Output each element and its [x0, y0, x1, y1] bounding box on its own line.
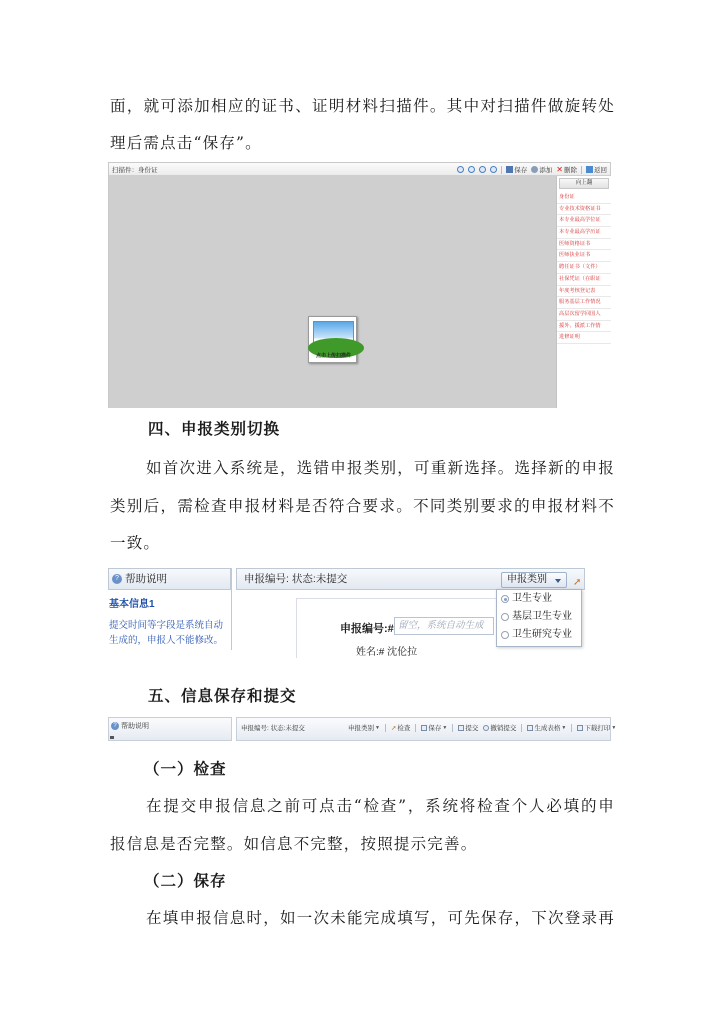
category-dropdown-button[interactable]	[501, 572, 567, 588]
name-field-label: 姓名:# 沈伦拉	[356, 647, 418, 658]
help-panel-header	[108, 568, 231, 590]
help-panel	[108, 568, 232, 650]
rotate-left-icon[interactable]	[479, 166, 486, 173]
category-option-grassroots[interactable]	[497, 608, 581, 626]
rocket-icon[interactable]: ➚	[573, 577, 582, 588]
material-item[interactable]: 社保凭证（在职证	[557, 274, 611, 286]
generate-label: 生成表格	[534, 725, 561, 732]
basic-info-link[interactable]: 基本信息1	[109, 599, 155, 610]
delete-button-label: 删除	[564, 166, 577, 174]
help-title: 帮助说明	[125, 573, 167, 585]
scan-tools	[457, 165, 607, 174]
back-arrow-icon	[586, 166, 593, 173]
withdraw-icon	[483, 725, 489, 731]
submit-button[interactable]	[458, 723, 478, 732]
category-button-label: 申报类别	[507, 574, 547, 585]
form-status: 申报编号: 状态:未提交	[244, 573, 348, 585]
download-print-button[interactable]	[577, 723, 616, 732]
material-item[interactable]: 本专业最高学历证	[557, 227, 611, 239]
toolbar-screenshot	[108, 717, 617, 741]
radio-icon	[501, 631, 509, 639]
category-option-label: 基层卫生专业	[512, 611, 572, 622]
material-item[interactable]: 医师执业证书	[557, 250, 611, 262]
chevron-down-icon: ▼	[375, 724, 380, 731]
category-dropdown-button[interactable]	[348, 723, 380, 732]
section-4-line-3: 一致。	[110, 534, 161, 552]
intro-line-2: 理后需点击“保存”。	[110, 134, 262, 152]
add-button[interactable]	[531, 165, 552, 174]
check-line-2: 报信息是否完整。如信息不完整，按照提示完善。	[110, 835, 478, 853]
withdraw-label: 撤销提交	[490, 725, 517, 732]
generate-table-button[interactable]	[527, 723, 566, 732]
floppy-icon	[506, 166, 513, 173]
delete-button[interactable]	[556, 165, 577, 174]
save-line-1: 在填申报信息时，如一次未能完成填写，可先保存，下次登录再	[146, 909, 615, 927]
chevron-down-icon: ▼	[442, 724, 448, 731]
material-item[interactable]: 援外、援派工作情	[557, 321, 611, 333]
material-item[interactable]: 聘任证书（文件）	[557, 262, 611, 274]
scan-viewer-title: 扫描件：身份证	[112, 166, 158, 174]
material-item[interactable]: 年度考核登记表	[557, 286, 611, 298]
upload-scan-button[interactable]	[308, 316, 357, 363]
material-item[interactable]: 高层次留学回国人	[557, 309, 611, 321]
delete-x-icon: ✕	[556, 165, 563, 174]
submit-label: 提交	[465, 725, 479, 732]
check-line-1: 在提交申报信息之前可点击“检查”，系统将检查个人必填的申	[146, 797, 615, 815]
back-button-label: 返回	[594, 166, 607, 174]
help-note	[108, 610, 231, 648]
upload-scan-label: 点击上传扫描件	[315, 353, 351, 359]
scan-canvas	[109, 176, 556, 408]
section-5-heading: 五、信息保存和提交	[148, 687, 297, 705]
form-toolbar	[236, 717, 617, 741]
material-item[interactable]: 身份证	[557, 192, 611, 204]
subsection-save-heading: （二）保存	[144, 872, 227, 890]
chevron-down-icon	[555, 579, 561, 583]
help-question-icon: ?	[112, 574, 122, 584]
save-button[interactable]	[421, 723, 447, 732]
scan-viewer-toolbar	[109, 163, 610, 176]
landscape-image-icon	[313, 321, 354, 350]
scan-viewer-screenshot	[108, 162, 611, 408]
material-item[interactable]: 本专业最高学位证	[557, 215, 611, 227]
back-button[interactable]	[586, 165, 607, 174]
category-option-label: 卫生研究专业	[512, 629, 572, 640]
check-label: 检查	[397, 725, 411, 732]
category-option-research[interactable]	[497, 626, 581, 644]
help-note-line-1: 提交时间等字段是系统自动	[109, 620, 224, 631]
radio-icon	[501, 613, 509, 621]
material-list-sidebar	[556, 176, 611, 408]
chevron-down-icon: ▼	[561, 724, 567, 731]
zoom-out-icon[interactable]	[468, 166, 475, 173]
radio-selected-icon	[501, 595, 509, 603]
floppy-icon	[421, 725, 427, 731]
toolbar-buttons	[348, 723, 616, 732]
form-panel-header	[236, 568, 585, 590]
save-label: 保存	[428, 725, 442, 732]
category-dropdown-menu	[496, 589, 582, 647]
table-icon	[527, 725, 533, 731]
subsection-check-heading: （一）检查	[144, 760, 227, 778]
download-label: 下载打印	[584, 725, 611, 732]
material-item[interactable]: 专业技术资格证书	[557, 204, 611, 216]
withdraw-button[interactable]	[483, 723, 516, 732]
chevron-down-icon: ▼	[611, 724, 617, 731]
user-add-icon	[531, 166, 538, 173]
help-panel-header	[108, 717, 232, 741]
report-number-input[interactable]: 留空，系统自动生成	[394, 617, 494, 635]
form-status: 申报编号: 状态:未提交	[241, 725, 305, 732]
add-button-label: 添加	[539, 166, 553, 174]
submit-icon	[458, 725, 464, 731]
zoom-in-icon[interactable]	[457, 166, 464, 173]
rotate-right-icon[interactable]	[490, 166, 497, 173]
section-4-line-1: 如首次进入系统是，选错申报类别，可重新选择。选择新的申报	[146, 459, 615, 477]
material-item[interactable]: 进修证明	[557, 332, 611, 344]
help-title: 帮助说明	[121, 723, 149, 730]
material-item[interactable]: 医师资格证书	[557, 239, 611, 251]
help-note-line-2: 生成的，申报人不能修改。	[109, 635, 224, 646]
report-number-label: 申报编号:#	[340, 623, 394, 635]
save-button[interactable]	[506, 165, 527, 174]
category-option-health[interactable]	[497, 590, 581, 608]
category-switch-screenshot	[108, 568, 585, 658]
section-4-line-2: 类别后，需检查申报材料是否符合要求。不同类别要求的申报材料不	[110, 497, 615, 515]
section-4-heading: 四、申报类别切换	[148, 420, 281, 438]
check-button[interactable]	[391, 723, 410, 732]
help-question-icon: ?	[111, 722, 119, 730]
page-up-button[interactable]: 向上翻	[559, 178, 609, 189]
intro-line-1: 面，就可添加相应的证书、证明材料扫描件。其中对扫描件做旋转处	[110, 97, 615, 115]
rocket-icon: ➚	[390, 724, 397, 732]
category-option-label: 卫生专业	[512, 593, 552, 604]
save-button-label: 保存	[514, 166, 528, 174]
printer-icon	[577, 725, 583, 731]
material-item[interactable]: 服务基层工作情况	[557, 297, 611, 309]
category-label: 申报类别	[348, 725, 374, 732]
